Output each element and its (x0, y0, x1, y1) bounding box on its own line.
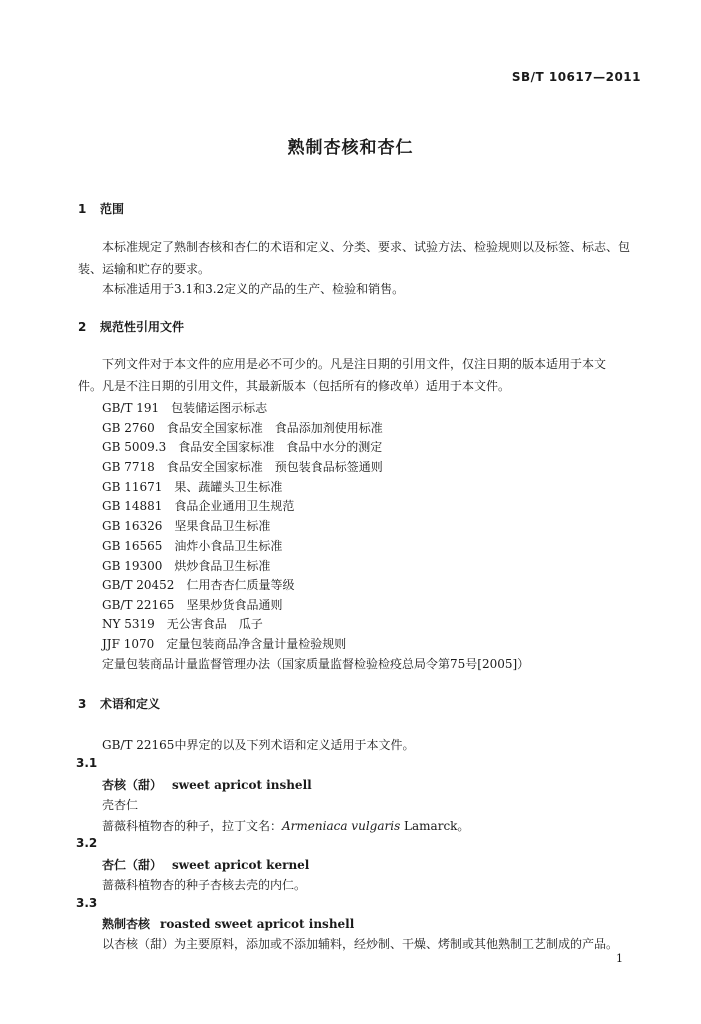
reference-item: GB 16326 坚果食品卫生标准 (102, 519, 271, 533)
page-number: 1 (616, 952, 623, 965)
reference-item: 定量包装商品计量监督管理办法（国家质量监督检验检疫总局令第75号[2005]） (102, 657, 530, 671)
reference-item: GB/T 20452 仁用杏杏仁质量等级 (102, 578, 295, 592)
section-2-intro-line1: 下列文件对于本文件的应用是必不可少的。凡是注日期的引用文件，仅注日期的版本适用于本文 (102, 357, 607, 371)
clause-number: 3.2 (76, 836, 98, 850)
section-3-number: 3 (78, 697, 87, 711)
term-en: roasted sweet apricot inshell (160, 917, 355, 931)
term-heading (102, 915, 354, 932)
reference-item: GB 14881 食品企业通用卫生规范 (102, 499, 295, 513)
document-title: 熟制杏核和杏仁 (287, 138, 414, 158)
reference-item: GB/T 22165 坚果炒货食品通则 (102, 598, 283, 612)
section-3-intro: GB/T 22165中界定的以及下列术语和定义适用于本文件。 (102, 738, 415, 752)
section-3-title: 术语和定义 (100, 697, 161, 711)
section-1-para1-line2: 装、运输和贮存的要求。 (78, 262, 211, 276)
section-1-para1-line1: 本标准规定了熟制杏核和杏仁的术语和定义、分类、要求、试验方法、检验规则以及标签、标志、包 (102, 240, 631, 254)
section-1-heading (78, 200, 124, 217)
reference-item: GB 5009.3 食品安全国家标准 食品中水分的测定 (102, 440, 383, 454)
section-2-intro-line2: 件。凡是不注日期的引用文件，其最新版本（包括所有的修改单）适用于本文件。 (78, 379, 511, 393)
term-definition: 以杏核（甜）为主要原料，添加或不添加辅料，经炒制、干燥、烤制或其他熟制工艺制成的产品。 (102, 937, 619, 951)
section-1-para2: 本标准适用于3.1和3.2定义的产品的生产、检验和销售。 (102, 282, 405, 296)
section-1-title: 范围 (100, 202, 125, 216)
term-heading (102, 856, 309, 873)
term-synonym: 壳杏仁 (102, 798, 139, 812)
term-zh: 杏核（甜） (102, 778, 163, 792)
reference-item: NY 5319 无公害食品 瓜子 (102, 617, 263, 631)
term-heading (102, 776, 312, 793)
reference-item: GB 16565 油炸小食品卫生标准 (102, 539, 283, 553)
term-en: sweet apricot kernel (172, 858, 310, 872)
term-zh: 熟制杏核 (102, 917, 151, 931)
reference-item: GB/T 191 包装储运图示标志 (102, 401, 268, 415)
reference-item: GB 19300 烘炒食品卫生标准 (102, 559, 271, 573)
section-2-number: 2 (78, 320, 87, 334)
section-1-number: 1 (78, 202, 87, 216)
definition-prefix: 蔷薇科植物杏的种子，拉丁文名： (102, 819, 283, 833)
section-2-heading (78, 318, 184, 335)
term-definition (102, 817, 469, 834)
reference-item: JJF 1070 定量包装商品净含量计量检验规则 (102, 637, 347, 651)
definition-suffix: Lamarck。 (400, 819, 470, 833)
term-en: sweet apricot inshell (172, 778, 312, 792)
reference-item: GB 2760 食品安全国家标准 食品添加剂使用标准 (102, 421, 383, 435)
section-2-title: 规范性引用文件 (100, 320, 185, 334)
reference-item: GB 11671 果、蔬罐头卫生标准 (102, 480, 283, 494)
latin-name: Armeniaca vulgaris (282, 819, 401, 833)
reference-item: GB 7718 食品安全国家标准 预包装食品标签通则 (102, 460, 383, 474)
term-zh: 杏仁（甜） (102, 858, 163, 872)
term-definition: 蔷薇科植物杏的种子杏核去壳的内仁。 (102, 878, 307, 892)
standard-code: SB/T 10617—2011 (511, 70, 641, 84)
clause-number: 3.3 (76, 896, 98, 910)
clause-number: 3.1 (76, 756, 98, 770)
section-3-heading (78, 695, 160, 712)
